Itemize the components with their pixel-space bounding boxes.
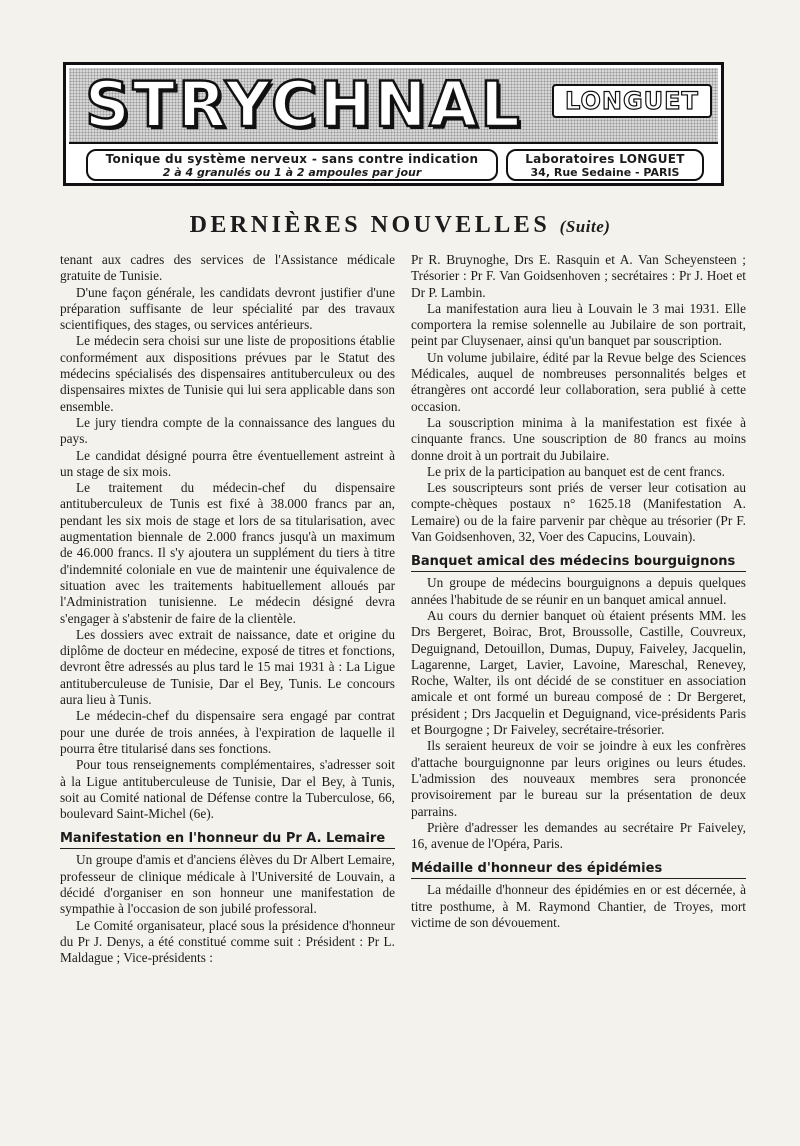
article-paragraph: tenant aux cadres des services de l'Assistance médicale gratuite de Tunisie.	[60, 252, 395, 284]
page-title-text: DERNIÈRES NOUVELLES	[189, 212, 551, 238]
product-dosage: 2 à 4 granulés ou 1 à 2 ampoules par jour	[162, 166, 422, 179]
article-paragraph: Un volume jubilaire, édité par la Revue belge des Sciences Médicales, auquel de nombreuses personnalités belges et étrangères ont accordé leur collaboration, sera publié à cette occasion.	[411, 349, 746, 414]
article-paragraph: Le traitement du médecin-chef du dispensaire antituberculeux de Tunis est fixé à 38.000 francs par an, pendant les six mois de stage et lors de sa titularisation, avec augmentation biennale de 2.000 francs jusqu'à un maximum de 46.000 francs. Il s'y ajoutera un supplément du tiers à titre d'indemnité coloniale en vue de maintenir une équivalence de situation avec les traitements habituellement alloués par l'Administration tunisienne. Le médecin désigné devra s'engager à s'abstenir de faire de la clientèle.	[60, 480, 395, 626]
article-paragraph: Le Comité organisateur, placé sous la présidence d'honneur du Pr J. Denys, a été constitué comme suit : Président : Pr L. Maldague ; Vice-présidents :	[60, 917, 395, 966]
article-paragraph: Le prix de la participation au banquet est de cent francs.	[427, 463, 725, 479]
article-paragraph: Le candidat désigné pourra être éventuellement astreint à un stage de six mois.	[60, 447, 395, 479]
article-paragraph: La manifestation aura lieu à Louvain le 3 mai 1931. Elle comportera la remise solennelle au Jubilaire de son portrait, peint par Cluysenaer, ainsi qu'un banquet par souscription.	[411, 300, 746, 349]
right-column	[411, 252, 746, 931]
article-paragraph: Ils seraient heureux de voir se joindre à eux les confrères d'attache bourguignonne par leurs origines ou leurs études. L'admission des nouveaux membres sera prononcée provisoirement par le bureau sur la présentation de deux parrains.	[411, 738, 746, 819]
laboratory-name: Laboratoires LONGUET	[525, 152, 685, 166]
article-paragraph: La souscription minima à la manifestation est fixée à cinquante francs. Une souscription de 80 francs au moins donne droit à un portrait du Jubilaire.	[411, 414, 746, 463]
article-paragraph: Pr R. Bruynoghe, Drs E. Rasquin et A. Van Scheyensteen ; Trésorier : Pr F. Van Goidsenhoven ; secrétaires : Pr J. Hoet et Dr P. Lambin.	[411, 252, 746, 300]
page-title	[0, 210, 800, 242]
section-heading-banquet: Banquet amical des médecins bourguignons	[411, 553, 746, 572]
article-paragraph: Prière d'adresser les demandes au secrétaire Pr Faiveley, 16, avenue de l'Opéra, Paris.	[411, 819, 746, 852]
article-paragraph: Un groupe de médecins bourguignons a depuis quelques années l'habitude de se réunir en un banquet amical annuel.	[411, 575, 746, 607]
article-paragraph: Un groupe d'amis et d'anciens élèves du Dr Albert Lemaire, professeur de clinique médicale à l'Université de Louvain, a décidé d'organiser en son honneur une manifestation de sympathie à l'occasion de son jubilé professoral.	[60, 852, 395, 917]
product-info-box	[86, 149, 498, 181]
article-paragraph: Le médecin sera choisi sur une liste de propositions établie conformément aux dispositions prévues par le Statut des médecins spécialisés des dispensaires antituberculeux ou des dispensaires mixtes de Tunisie qui lui sera applicable dans son ensemble.	[60, 333, 395, 414]
section-heading-medal: Médaille d'honneur des épidémies	[411, 860, 746, 879]
left-column	[60, 252, 395, 966]
article-paragraph: Au cours du dernier banquet où étaient présents MM. les Drs Bergeret, Boirac, Brot, Broussolle, Castille, Couvreux, Deguignand, Detouillon, Dumas, Dupuy, Faiveley, Jacquelin, Lagarenne, Larget, Lavier, Lavoine, Mareschal, Renevey, Roche, Walter, ils ont décidé de se constituer en association amicale et ont formé un bureau composé de : Dr Bergeret, président ; Drs Jacquelin et Deguignand, vice-présidents Paris et Bourgogne ; Dr Faiveley, secrétaire-trésorier.	[411, 607, 746, 738]
section-heading-lemaire: Manifestation en l'honneur du Pr A. Lemaire	[60, 830, 395, 849]
article-paragraph: D'une façon générale, les candidats devront justifier d'une préparation suffisante de leur spécialité par des travaux scientifiques, des stages, ou services antérieurs.	[60, 284, 395, 333]
article-paragraph: Pour tous renseignements complémentaires, s'adresser soit à la Ligue antituberculeuse de Tunisie, Dar el Bey, à Tunis, soit au Comité national de Défense contre la Tuberculose, 66, boulevard Saint-Michel (6e).	[60, 757, 395, 822]
brand-logo: STRYCHNAL	[85, 68, 523, 141]
maker-logo: LONGUET	[552, 84, 712, 118]
article-paragraph: Le jury tiendra compte de la connaissance des langues du pays.	[60, 414, 395, 447]
article-paragraph: Les dossiers avec extrait de naissance, date et origine du diplôme de docteur en médecine, exposé de titres et fonctions, devront être adressés au plus tard le 15 mai 1931 à : La Ligue antituberculeuse de Tunisie, Dar el Bey, Tunis. Le concours aura lieu à Tunis.	[60, 626, 395, 708]
advertisement-banner	[63, 62, 724, 186]
article-paragraph: La médaille d'honneur des épidémies en or est décernée, à titre posthume, à M. Raymond Chantier, de Troyes, mort victime de son dévouement.	[411, 882, 746, 930]
article-paragraph: Les souscripteurs sont priés de verser leur cotisation au compte-chèques postaux n° 1625.18 (Manifestation A. Lemaire) ou de la faire parvenir par chèque au trésorier (Pr F. Van Goidsenhoven, 32, Voer des Capucins, Louvain).	[411, 480, 746, 545]
laboratory-address: 34, Rue Sedaine - PARIS	[530, 166, 680, 179]
page-title-suffix: (Suite)	[559, 217, 611, 236]
advertisement-logo-area	[69, 68, 718, 144]
product-tagline: Tonique du système nerveux - sans contre indication	[105, 152, 479, 166]
article-paragraph: Le médecin-chef du dispensaire sera engagé par contrat pour une durée de trois années, à l'expiration de laquelle il pourra être titularisé dans ses fonctions.	[60, 708, 395, 756]
laboratory-info-box	[506, 149, 704, 181]
